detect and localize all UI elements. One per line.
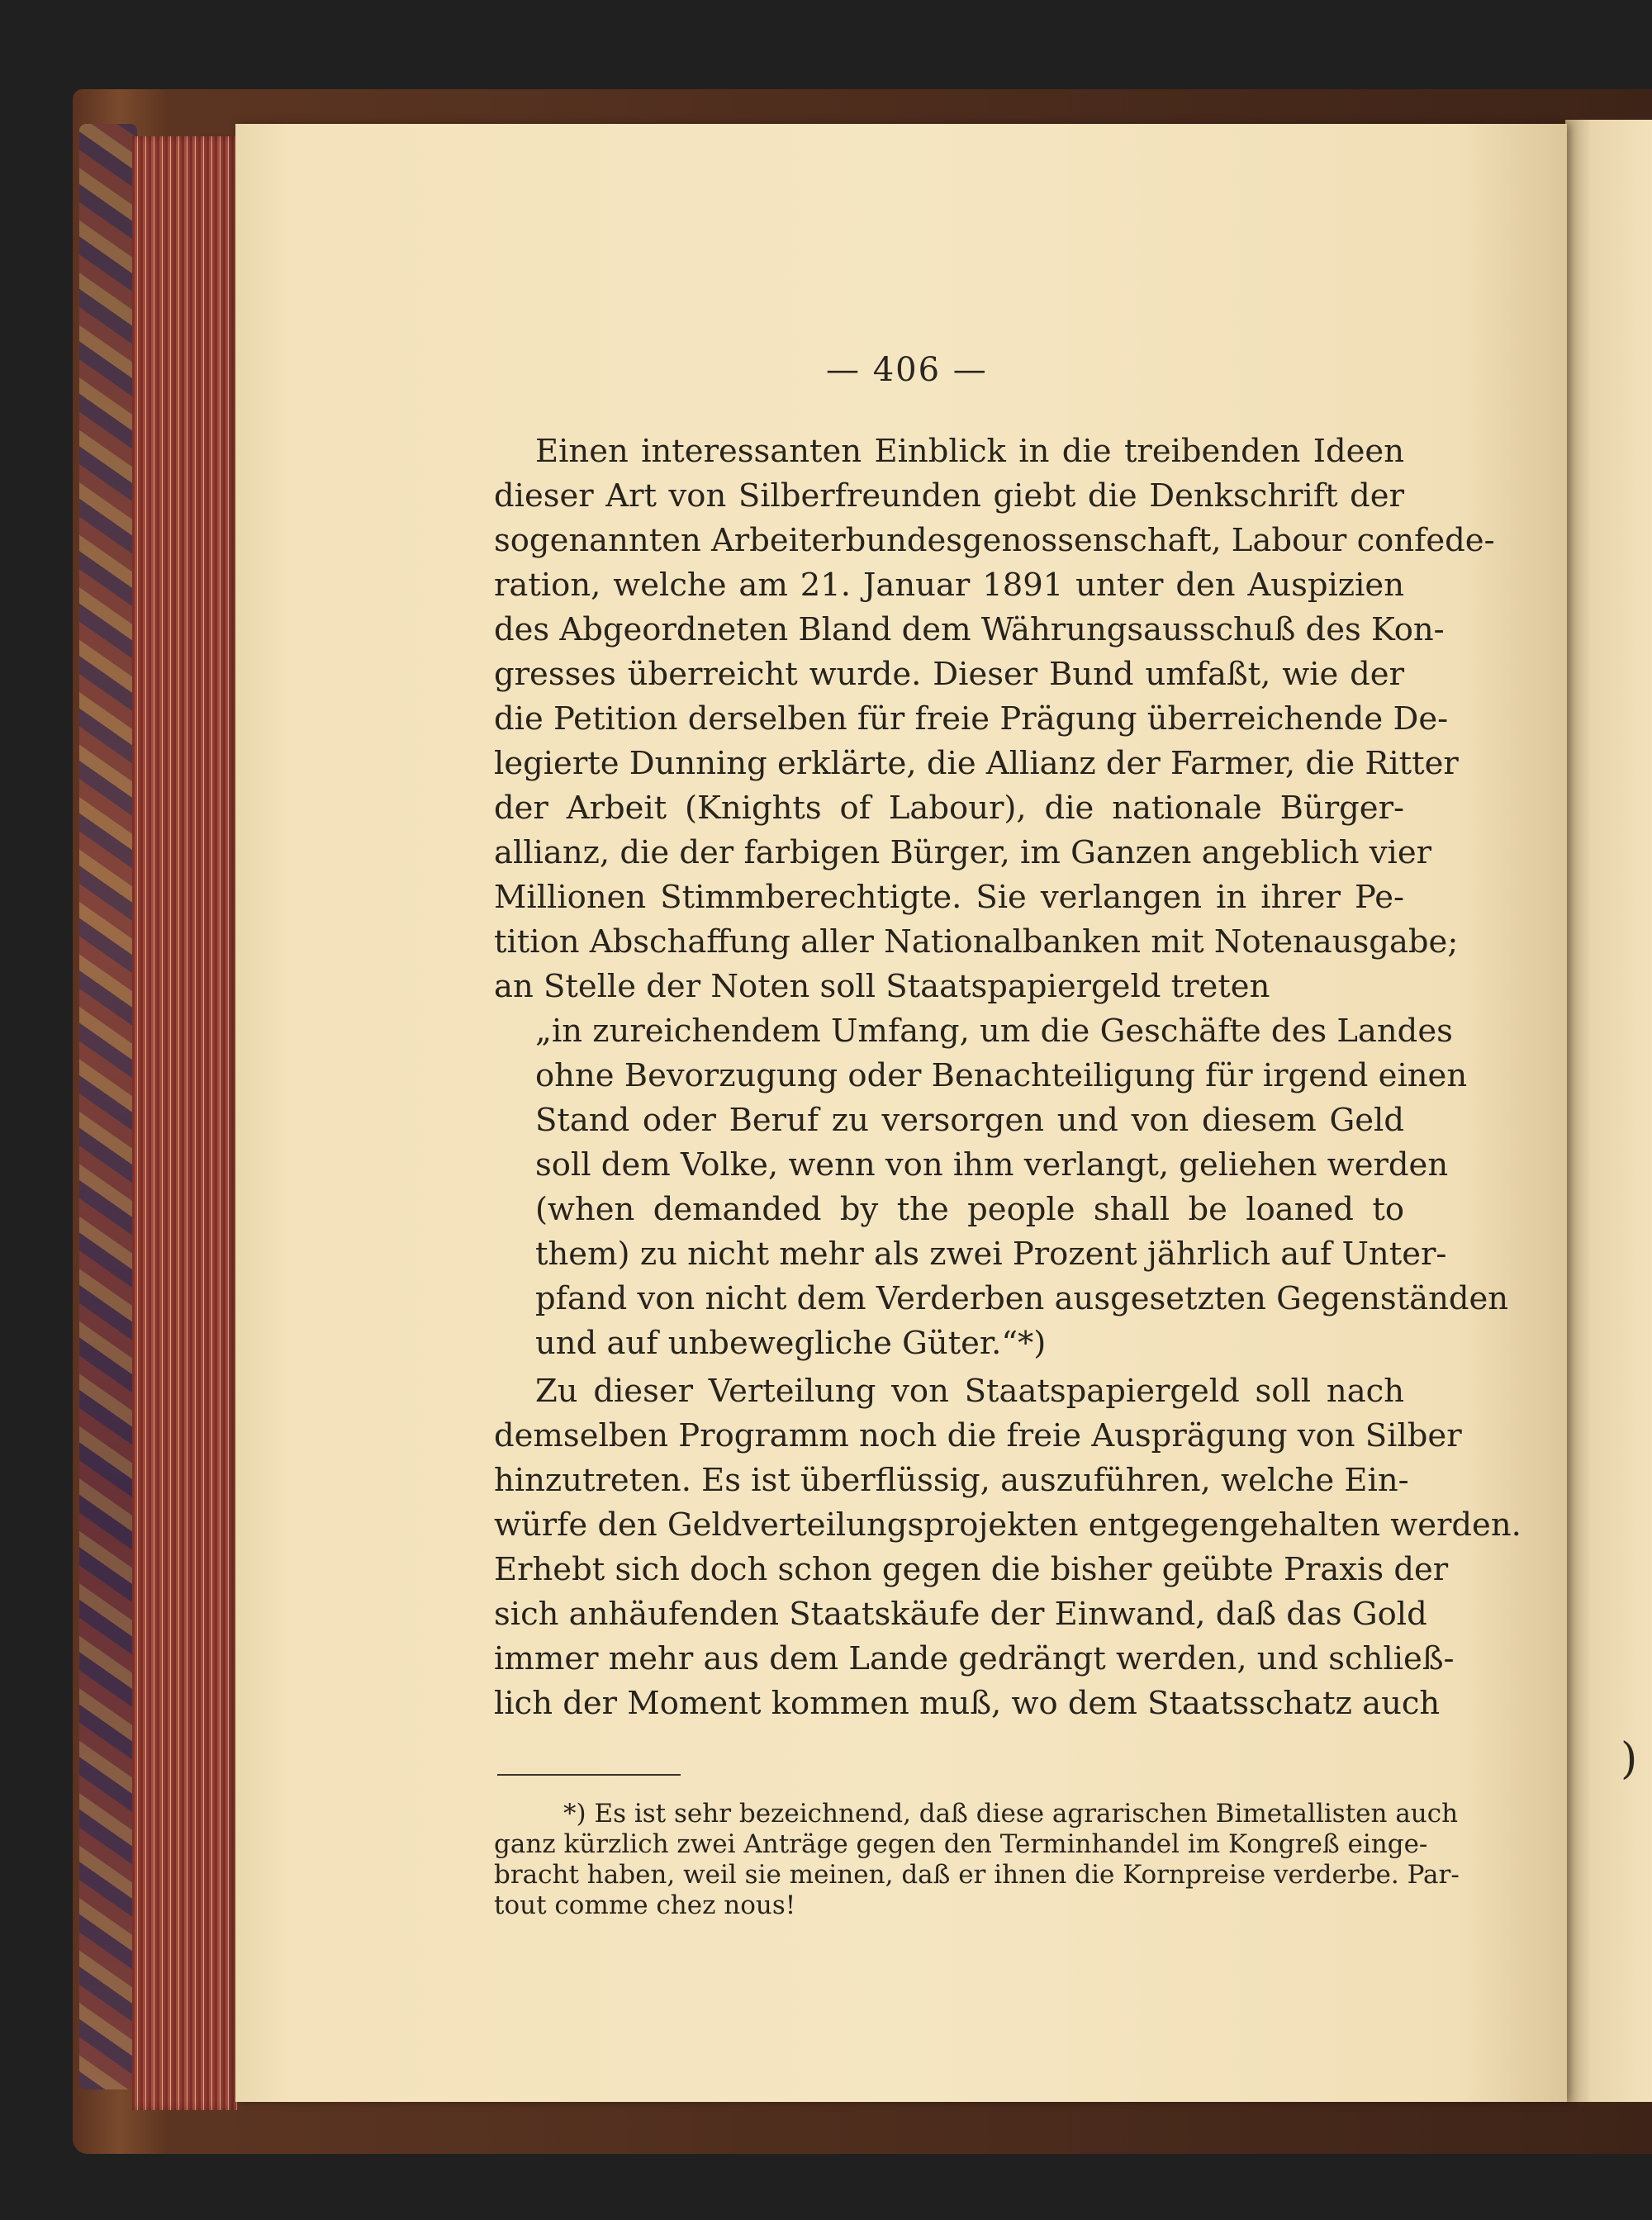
text-line: hinzutreten. Es ist überflüssig, auszuführen, welche Ein-: [494, 1462, 1409, 1499]
text-line: tition Abschaffung aller Nationalbanken mit Notenausgabe;: [494, 923, 1459, 961]
text-line: Zu dieser Verteilung von Staatspapiergeld soll nach: [535, 1373, 1404, 1410]
text-line: lich der Moment kommen muß, wo dem Staatsschatz auch: [494, 1685, 1441, 1722]
text-line: der Arbeit (Knights of Labour), die nationale Bürger-: [494, 790, 1404, 827]
text-line: an Stelle der Noten soll Staatspapiergeld treten: [494, 968, 1270, 1005]
text-line: gresses überreicht wurde. Dieser Bund umfaßt, wie der: [494, 656, 1404, 693]
text-line: Einen interessanten Einblick in die treibenden Ideen: [535, 433, 1404, 470]
quote-line: und auf unbewegliche Güter.“*): [535, 1325, 1047, 1362]
text-line: sogenannten Arbeiterbundesgenossenschaft, Labour confede-: [494, 522, 1495, 559]
text-line: des Abgeordneten Bland dem Währungsausschuß des Kon-: [494, 611, 1445, 648]
footnote-line: bracht haben, weil sie meinen, daß er ihnen die Kornpreise verderbe. Par-: [494, 1860, 1460, 1890]
quote-line: (when demanded by the people shall be loaned to: [535, 1191, 1404, 1228]
quote-line: ohne Bevorzugung oder Benachteiligung für irgend einen: [535, 1057, 1468, 1094]
marbled-endpaper: [79, 124, 137, 2090]
text-line: immer mehr aus dem Lande gedrängt werden, und schließ-: [494, 1640, 1455, 1677]
text-line: demselben Programm noch die freie Ausprägung von Silber: [494, 1417, 1462, 1454]
footnote-line: tout comme chez nous!: [494, 1890, 796, 1920]
facing-page-glyph: ): [1621, 1734, 1638, 1784]
quote-line: pfand von nicht dem Verderben ausgesetzten Gegenständen: [535, 1280, 1509, 1317]
text-line: würfe den Geldverteilungsprojekten entgegengehalten werden.: [494, 1506, 1521, 1544]
quote-line: soll dem Volke, wenn von ihm verlangt, geliehen werden: [535, 1146, 1449, 1184]
text-line: ration, welche am 21. Januar 1891 unter den Auspizien: [494, 567, 1404, 604]
text-line: dieser Art von Silberfreunden giebt die Denkschrift der: [494, 477, 1404, 515]
facing-page-edge: [1565, 120, 1652, 2102]
text-line: Millionen Stimmberechtigte. Sie verlangen in ihrer Pe-: [494, 879, 1404, 916]
quote-line: „in zureichendem Umfang, um die Geschäfte des Landes: [535, 1013, 1453, 1050]
text-line: allianz, die der farbigen Bürger, im Ganzen angeblich vier: [494, 834, 1432, 871]
quote-line: them) zu nicht mehr als zwei Prozent jährlich auf Unter-: [535, 1236, 1447, 1273]
quote-line: Stand oder Beruf zu versorgen und von diesem Geld: [535, 1102, 1404, 1139]
text-line: sich anhäufenden Staatskäufe der Einwand, daß das Gold: [494, 1596, 1427, 1633]
footnote-divider: [497, 1774, 681, 1776]
text-line: die Petition derselben für freie Prägung überreichende De-: [494, 700, 1449, 738]
text-line: Erhebt sich doch schon gegen die bisher geübte Praxis der: [494, 1551, 1449, 1588]
text-line: legierte Dunning erklärte, die Allianz der Farmer, die Ritter: [494, 745, 1459, 782]
footnote-line: *) Es ist sehr bezeichnend, daß diese agrarischen Bimetallisten auch: [563, 1799, 1459, 1829]
page-number: — 406 —: [826, 351, 988, 389]
footnote-line: ganz kürzlich zwei Anträge gegen den Terminhandel im Kongreß einge-: [494, 1829, 1428, 1859]
page-edges: [132, 136, 240, 2110]
